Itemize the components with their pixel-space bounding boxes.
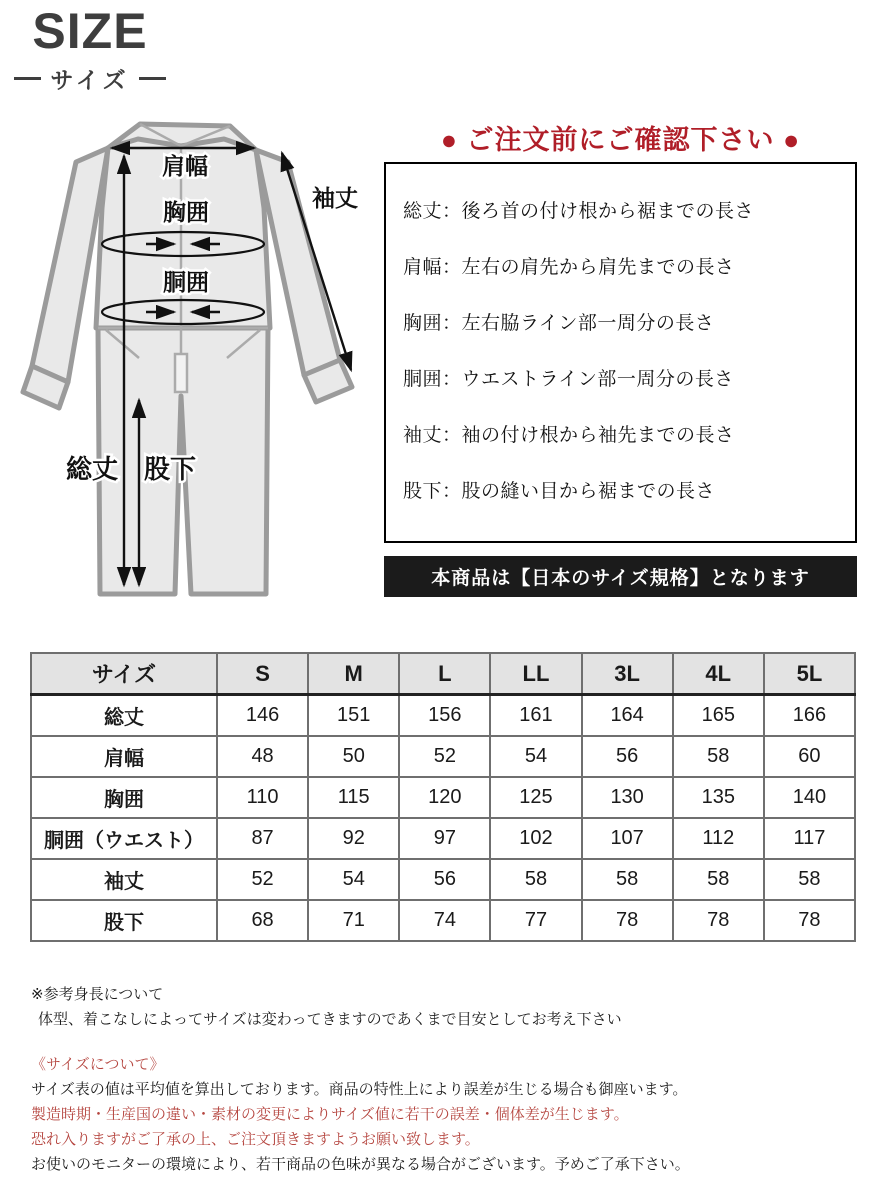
size-value-cell: 110 [217,777,308,818]
size-value-cell: 54 [490,736,581,777]
footnotes [31,982,866,1177]
measure-row-label: 胴囲（ウエスト） [31,818,217,859]
size-value-cell: 165 [673,695,764,737]
size-value-cell: 78 [764,900,855,941]
japan-size-notice-bar: 本商品は【日本のサイズ規格】となります [384,556,857,597]
shoulder-width-label: 肩幅 [162,153,208,179]
size-column-header: サイズ [31,653,217,695]
measure-definitions-box [384,162,857,543]
size-table-row [31,695,855,737]
size-column-header: M [308,653,399,695]
note-line: 体型、着こなしによってサイズは変わってきますのであくまで目安としてお考え下さい [38,1011,622,1028]
measure-row-label: 袖丈 [31,859,217,900]
inseam-label: 股下 [143,454,197,484]
note-line: ※参考身長について [31,986,164,1003]
measure-row-label: 股下 [31,900,217,941]
page-subtitle [0,62,180,95]
measure-definition: 股下：股の縫い目から裾までの長さ [403,481,716,502]
size-column-header: L [399,653,490,695]
size-value-cell: 97 [399,818,490,859]
size-column-header: 5L [764,653,855,695]
confirm-before-order-title: ● ご注文前にご確認下さい ● [440,125,801,155]
size-value-cell: 115 [308,777,399,818]
size-value-cell: 58 [764,859,855,900]
size-value-cell: 68 [217,900,308,941]
measure-row-label: 総丈 [31,695,217,737]
size-value-cell: 58 [673,736,764,777]
size-table-row [31,777,855,818]
size-value-cell: 92 [308,818,399,859]
size-value-cell: 166 [764,695,855,737]
measure-definition: 胸囲：左右脇ライン部一周分の長さ [403,313,715,334]
page-subtitle-text: サイズ [50,67,130,93]
page-header [0,3,180,95]
measure-definition: 肩幅：左右の肩先から肩先までの長さ [403,257,735,278]
size-value-cell: 48 [217,736,308,777]
waist-girth-label: 胴囲 [163,269,209,295]
measure-row-label: 肩幅 [31,736,217,777]
size-value-cell: 56 [399,859,490,900]
size-value-cell: 56 [582,736,673,777]
size-value-cell: 77 [490,900,581,941]
measure-row-label: 胸囲 [31,777,217,818]
size-value-cell: 74 [399,900,490,941]
size-value-cell: 71 [308,900,399,941]
size-column-header: LL [490,653,581,695]
measure-definition: 総丈：後ろ首の付け根から裾までの長さ [403,201,755,222]
size-table-row [31,859,855,900]
size-value-cell: 52 [399,736,490,777]
coverall-measurement-diagram [18,108,390,653]
size-column-header: 4L [673,653,764,695]
size-value-cell: 58 [582,859,673,900]
size-table-row [31,818,855,859]
total-length-label: 総丈 [65,454,119,484]
size-value-cell: 78 [673,900,764,941]
size-table [30,652,856,942]
sleeve-length-label: 袖丈 [312,185,358,211]
note-line: サイズ表の値は平均値を算出しております。商品の特性上により誤差が生じる場合も御座います。 [31,1081,688,1098]
size-value-cell: 54 [308,859,399,900]
size-value-cell: 146 [217,695,308,737]
caution-note-line: 製造時期・生産国の違い・素材の変更によりサイズ値に若干の誤差・個体差が生じます。 [31,1106,629,1123]
size-column-header: 3L [582,653,673,695]
size-value-cell: 102 [490,818,581,859]
size-value-cell: 135 [673,777,764,818]
caution-note-line: 《サイズについて》 [31,1056,165,1073]
size-value-cell: 58 [673,859,764,900]
measure-definition: 袖丈：袖の付け根から袖先までの長さ [403,425,735,446]
size-value-cell: 120 [399,777,490,818]
size-value-cell: 78 [582,900,673,941]
size-value-cell: 161 [490,695,581,737]
size-table-head [31,653,855,695]
subtitle-dash-left [14,77,41,80]
size-table-row [31,900,855,941]
size-value-cell: 156 [399,695,490,737]
measure-definition: 胴囲：ウエストライン部一周分の長さ [403,369,734,390]
size-value-cell: 164 [582,695,673,737]
size-table-body [31,695,855,942]
subtitle-dash-right [139,77,166,80]
size-value-cell: 151 [308,695,399,737]
size-value-cell: 60 [764,736,855,777]
size-value-cell: 50 [308,736,399,777]
size-value-cell: 107 [582,818,673,859]
size-value-cell: 112 [673,818,764,859]
size-value-cell: 130 [582,777,673,818]
chest-girth-label: 胸囲 [163,199,209,225]
size-value-cell: 125 [490,777,581,818]
size-value-cell: 117 [764,818,855,859]
size-value-cell: 58 [490,859,581,900]
size-value-cell: 52 [217,859,308,900]
page-title: SIZE [32,3,148,59]
caution-note-line: 恐れ入りますがご了承の上、ご注文頂きますようお願い致します。 [31,1131,480,1148]
size-value-cell: 140 [764,777,855,818]
size-value-cell: 87 [217,818,308,859]
size-column-header: S [217,653,308,695]
note-line: お使いのモニターの環境により、若干商品の色味が異なる場合がございます。予めご了承下さい。 [31,1156,690,1173]
size-table-row [31,736,855,777]
